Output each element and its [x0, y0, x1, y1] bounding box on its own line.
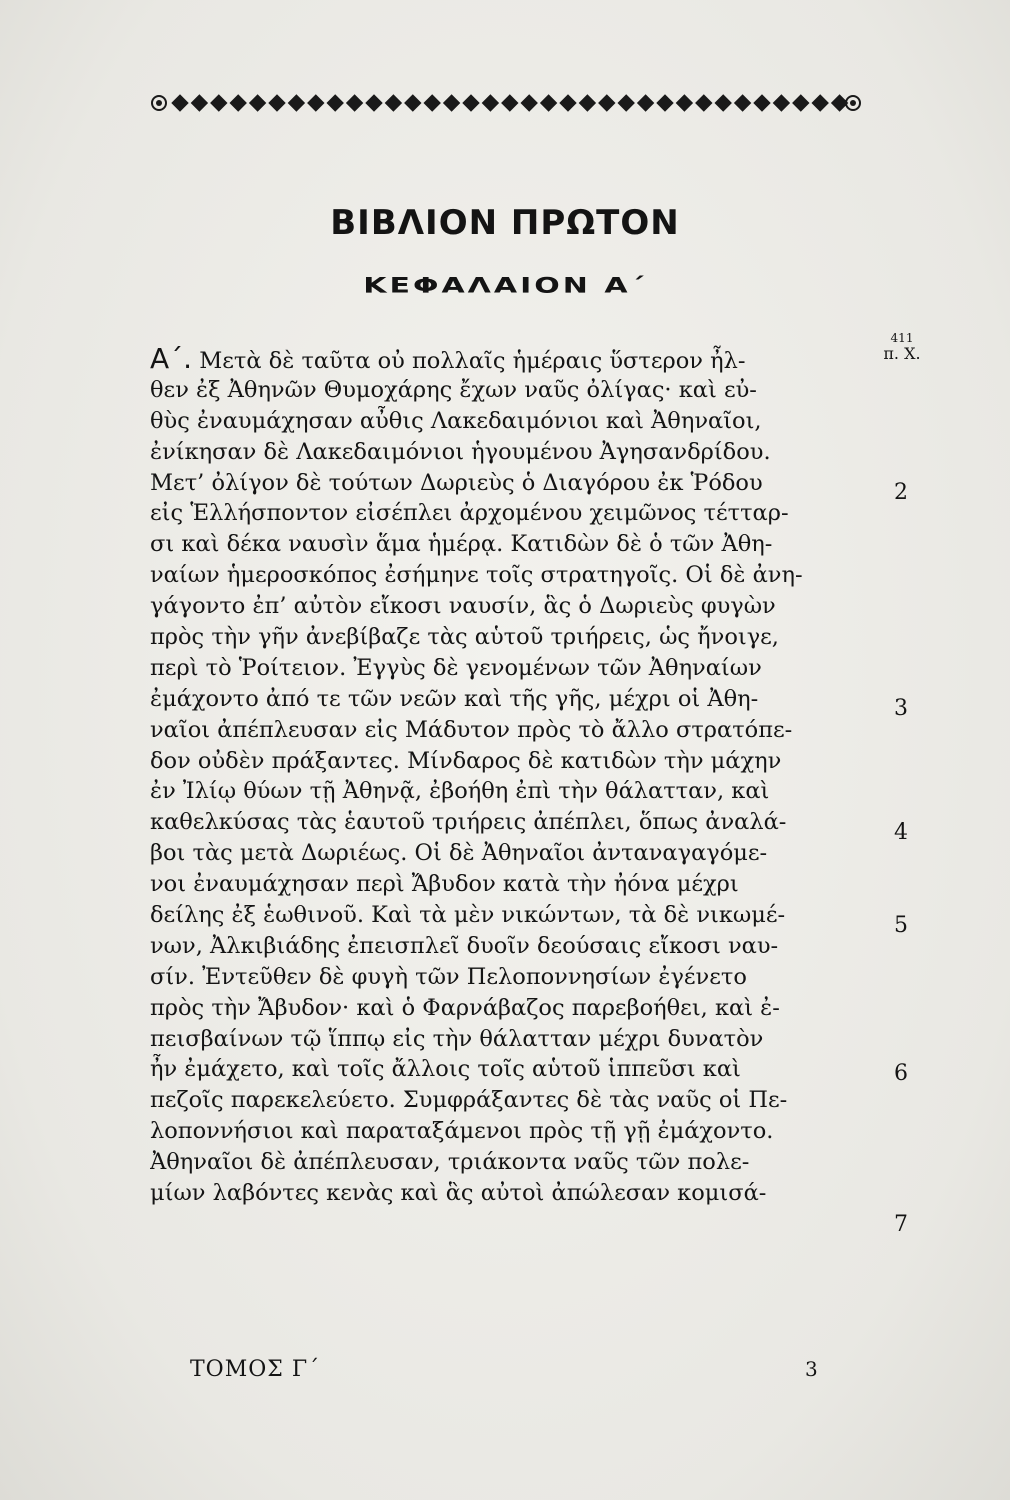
text-line: νων, Ἀλκιβιάδης ἐπεισπλεῖ δυοῖν δεούσαις εἴκοσι ναυ-: [150, 932, 779, 959]
initial-letter: Α΄.: [150, 344, 193, 375]
margin-year-label: π. Χ.: [883, 344, 921, 363]
text-line: ναίων ἡμεροσκόπος ἐσήμηνε τοῖς στρατηγοῖς. Οἱ δὲ ἀνη-: [150, 562, 803, 589]
margin-year-number: 411: [890, 331, 914, 345]
text-line: περὶ τὸ Ῥοίτειον. Ἐγγὺς δὲ γενομένων τῶν Ἀθηναίων: [150, 654, 762, 681]
text-line: πρὸς τὴν Ἄβυδον· καὶ ὁ Φαρνάβαζος παρεβοήθει, καὶ ἐ-: [150, 994, 780, 1021]
text-line: γάγοντο ἐπ’ αὐτὸν εἴκοσι ναυσίν, ἃς ὁ Δωριεὺς φυγὼν: [150, 593, 776, 620]
book-title: ΒΙΒΛΙΟΝ ΠΡΩΤΟΝ: [330, 203, 680, 243]
first-line-text: Μετὰ δὲ ταῦτα οὐ πολλαῖς ἡμέραις ὕστερον ἦλ-: [192, 348, 746, 374]
text-line: εἰς Ἑλλήσποντον εἰσέπλει ἀρχομένου χειμῶνος τέτταρ-: [150, 500, 789, 527]
text-line: δον οὐδὲν πράξαντες. Μίνδαρος δὲ κατιδὼν τὴν μάχην: [150, 747, 782, 774]
volume-label: ΤΟΜΟΣ Γ΄: [190, 1357, 321, 1382]
text-line: δείλης ἐξ ἑωθινοῦ. Καὶ τὰ μὲν νικώντων, τὰ δὲ νικωμέ-: [150, 902, 786, 929]
text-line: ἦν ἐμάχετο, καὶ τοῖς ἄλλοις τοῖς αὑτοῦ ἱππεῦσι καὶ: [150, 1056, 741, 1083]
chapter-title: ΚΕΦΑΛΑΙΟΝ Α΄: [363, 272, 647, 299]
text-line: πρὸς τὴν γῆν ἀνεβίβαζε τὰς αὑτοῦ τριήρεις, ὡς ἤνοιγε,: [150, 624, 779, 651]
text-line: [150, 344, 880, 375]
body-text: [150, 344, 880, 1209]
section-number: 5: [894, 913, 908, 938]
text-line: ἐνίκησαν δὲ Λακεδαιμόνιοι ἡγουμένου Ἀγησανδρίδου.: [150, 438, 771, 465]
section-number: 6: [894, 1061, 908, 1086]
text-line: ἐμάχοντο ἀπό τε τῶν νεῶν καὶ τῆς γῆς, μέχρι οἱ Ἀθη-: [150, 685, 759, 712]
text-line: καθελκύσας τὰς ἑαυτοῦ τριήρεις ἀπέπλει, ὅπως ἀναλά-: [150, 809, 787, 836]
margin-year-note: [872, 330, 932, 362]
text-line: θεν ἐξ Ἀθηνῶν Θυμοχάρης ἔχων ναῦς ὀλίγας· καὶ εὐ-: [150, 376, 757, 403]
section-number: 2: [894, 480, 908, 505]
signature-mark: 3: [805, 1357, 818, 1381]
section-number: 7: [894, 1212, 908, 1237]
text-line: πεισβαίνων τῷ ἵππῳ εἰς τὴν θάλατταν μέχρι δυνατὸν: [150, 1025, 764, 1052]
text-line: μίων λαβόντες κενὰς καὶ ἃς αὐτοὶ ἀπώλεσαν κομισά-: [150, 1180, 767, 1207]
text-line: νοι ἐναυμάχησαν περὶ Ἄβυδον κατὰ τὴν ἠόνα μέχρι: [150, 871, 739, 898]
text-line: Μετ’ ὀλίγον δὲ τούτων Δωριεὺς ὁ Διαγόρου ἐκ Ῥόδου: [150, 469, 763, 496]
text-line: σι καὶ δέκα ναυσὶν ἅμα ἡμέρᾳ. Κατιδὼν δὲ ὁ τῶν Ἀθη-: [150, 531, 773, 558]
text-line: πεζοῖς παρεκελεύετο. Συμφράξαντες δὲ τὰς ναῦς οἱ Πε-: [150, 1087, 788, 1114]
decorative-border-ornament: [150, 92, 862, 114]
section-number: 3: [894, 696, 908, 721]
text-line: βοι τὰς μετὰ Δωριέως. Οἱ δὲ Ἀθηναῖοι ἀνταναγαγόμε-: [150, 840, 768, 867]
text-line: θὺς ἐναυμάχησαν αὖθις Λακεδαιμόνιοι καὶ Ἀθηναῖοι,: [150, 407, 762, 434]
text-line: Ἀθηναῖοι δὲ ἀπέπλευσαν, τριάκοντα ναῦς τῶν πολε-: [150, 1149, 750, 1176]
text-line: ἐν Ἰλίῳ θύων τῇ Ἀθηνᾷ, ἐβοήθη ἐπὶ τὴν θάλατταν, καὶ: [150, 778, 770, 805]
text-line: σίν. Ἐντεῦθεν δὲ φυγὴ τῶν Πελοποννησίων ἐγένετο: [150, 963, 747, 990]
text-line: λοποννήσιοι καὶ παραταξάμενοι πρὸς τῇ γῇ ἐμάχοντο.: [150, 1118, 774, 1145]
text-line: ναῖοι ἀπέπλευσαν εἰς Μάδυτον πρὸς τὸ ἄλλο στρατόπε-: [150, 716, 793, 743]
section-number: 4: [894, 820, 908, 845]
